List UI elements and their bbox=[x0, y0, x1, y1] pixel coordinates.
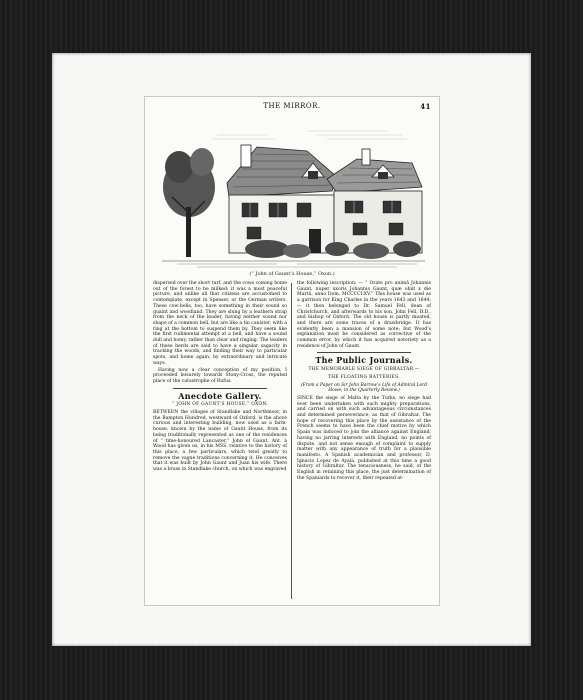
article-subheading: “ JOHN OF GAUNT’S HOUSE,” OXON. bbox=[172, 402, 268, 408]
publication-title: THE MIRROR. bbox=[263, 102, 321, 110]
section-title-public-journals: The Public Journals. bbox=[315, 355, 413, 366]
illustration-caption: (“ John of Gaunt’s House,” Oxon.) bbox=[249, 271, 335, 277]
magazine-page bbox=[144, 96, 440, 606]
cottage-engraving-icon bbox=[157, 117, 429, 269]
section-rule bbox=[317, 352, 411, 353]
page-number: 41 bbox=[420, 102, 431, 111]
paragraph: the following inscription: — “ Orate pro animâ Johannis Gaunt, nuper uxoris Johannis Gaunt, quæ obiit x die Martii, anno Dom. MCCCCLXV.” This house was used as a garrison for King Charles in the years 1643 and 1644; — it then belonged to Dr. Samuel Fell, dean of Christchurch, and afterwards to his son, John Fell, D.D., and bishop of Oxford. The old house is partly moated, and there are some traces of a drawbridge. It has evidently been a mansion of some note; but Wood’s explanation must be considered as corrective of the common error, by which it has acquired notoriety as a residence of John of Gaunt. bbox=[297, 281, 431, 349]
right-column bbox=[297, 281, 431, 483]
article-subheading: THE MEMORABLE SIEGE OF GIBRALTAR.— bbox=[308, 367, 420, 373]
section-rule bbox=[173, 388, 267, 389]
paragraph: dispersed over the short turf, and the cows coming home out of the forest to be milked: it was a most peaceful picture, and unlike all that citizens are accustomed to contemplate, except in Spenser, or the German writers. These cow-bells, too, have something in their sound so quaint and woodland. They are slung by a leathern strap from the neck of the leader, having neither sound nor shape of a common bell, but are like a tin canister, with a ring at the bottom to suspend them by. They seem like the first rudimental attempt at a bell, and have a sound dull and homy, rather than clear and ringing. The leaders of these herds are said to have a singular sagacity in tracking the woods, and finding their way to particular spots, and home again, by extraordinary and intricate ways. bbox=[153, 281, 287, 366]
paragraph: BETWEEN the villages of Standlake and Northmoor, in the Bampton Hundred, westward of Oxford, is the above curious and interesting building, now used as a farm-house, known by the name of Gaunt House, from its being traditionally represented as one of the residences of “ time-honoured Lancaster,” John of Gaunt. Ant. à Wood has given us, in his MSS. relative to the history of this place, a few particulars, which tend greatly to remove the vague traditions concerning it. He conceives that it was built by John Gaunt and Juan his wife. There was a brass in Standlake church, on which was engraved bbox=[153, 410, 287, 473]
article-subheading: THE FLOATING BATTERIES. bbox=[328, 374, 400, 380]
running-head bbox=[145, 102, 439, 112]
section-title-anecdote-gallery: Anecdote Gallery. bbox=[178, 390, 262, 401]
paragraph: SINCE the siege of Malta by the Turks, no siege had ever been undertaken with such mighty preparations, and carried on with such advantageous circumstances and determined perseverance, as that of Gibraltar. The hope of recovering this place by the assistance of the French seems to have been the chief motive by which Spain was induced to join the alliance against England, having no jarring interests with England, no points of dispute, and not sense enough of complaint to supply matter with any appearance of truth for a plausible manifesto. A Spanish academician and professor, D. Ignacio Lopez de Ayala, published at this time a good history of Gibraltar. The tenaciousness, he said, of the English in retaining this place, the just determination of the Spaniards to recover it, their repeated at- bbox=[297, 395, 431, 481]
article-source-note: (From a Paper on Sir John Barrow’s Life of Admiral Lord Howe; in the Quarterly Review.) bbox=[300, 382, 428, 394]
left-column bbox=[153, 281, 287, 474]
paragraph: Having now a clear conception of my position, I proceeded leisurely towards Stony-Cross, the reputed place of the catastrophe of Rufus. bbox=[153, 367, 287, 384]
column-divider bbox=[291, 283, 292, 599]
